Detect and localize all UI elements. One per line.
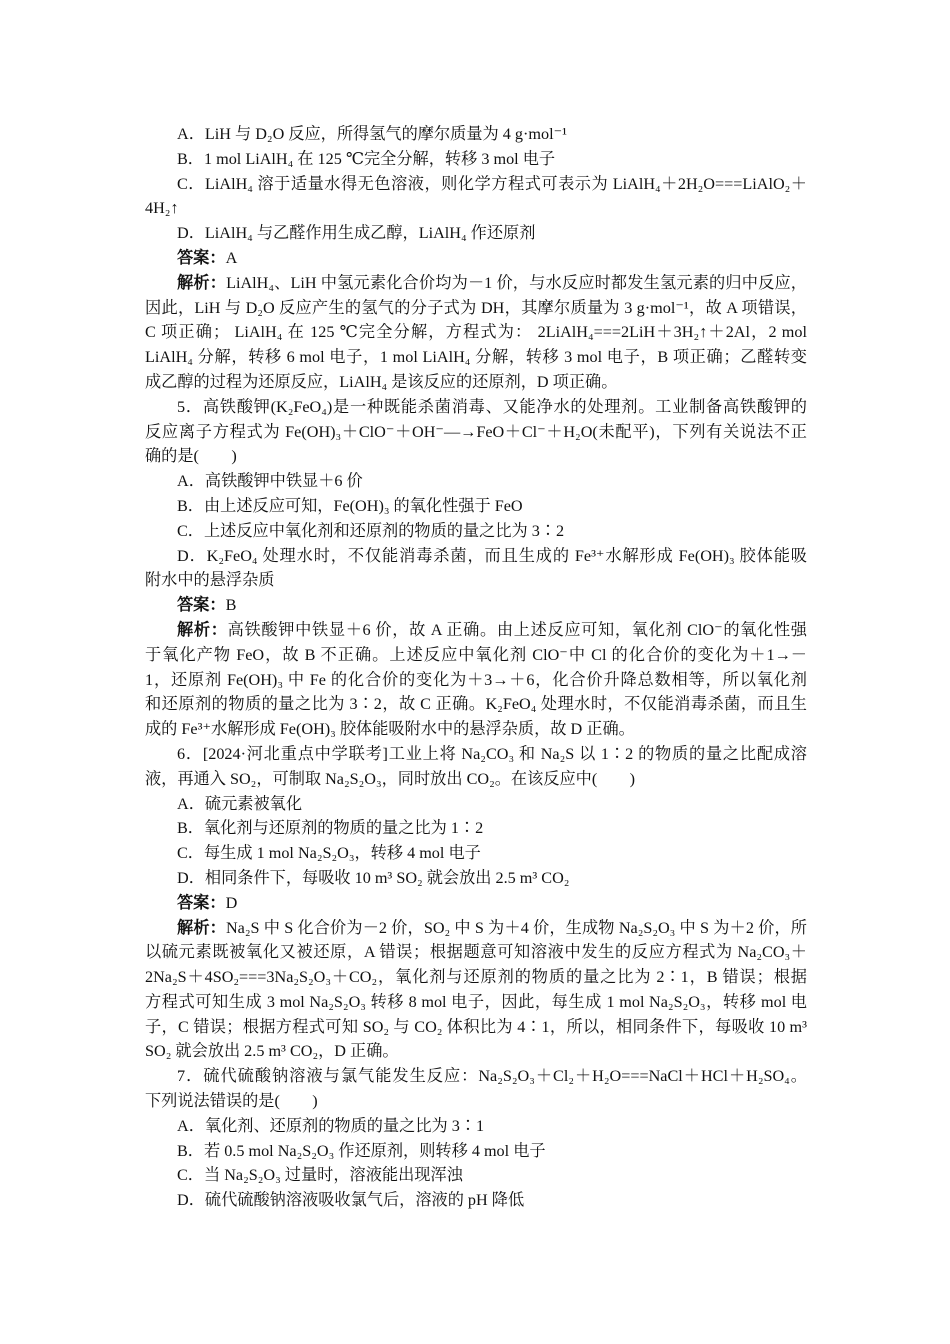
q6-answer (145, 891, 807, 916)
q7-stem-line1: 7．硫代硫酸钠溶液与氯气能发生反应：Na₂S₂O₃＋Cl₂＋H₂O===NaCl＋HCl＋H₂SO₄。 (177, 1067, 807, 1086)
explanation-label: 解析： (177, 620, 228, 639)
q5-stem-line2: 反应离子方程式为 Fe(OH)₃＋ClO⁻＋OH⁻―→FeO＋Cl⁻＋H₂O(未配平)，下列有关说法不正 (145, 422, 807, 441)
q6-explanation-line1 (145, 916, 807, 941)
q5-option-d-line2: 附水中的悬浮杂质 (145, 571, 275, 590)
q5-stem-line1: 5．高铁酸钾(K₂FeO₄)是一种既能杀菌消毒、又能净水的处理剂。工业制备高铁酸钾的 (177, 397, 807, 416)
q4-explanation-line1 (145, 271, 807, 296)
q5-explanation-line2: 于氧化产物 FeO，故 B 不正确。上述反应中氧化剂 ClO⁻中 Cl 的化合价的变化为＋1→－ (145, 645, 807, 664)
q5-option-a: A．高铁酸钾中铁显＋6 价 (177, 472, 363, 491)
explanation-text: 高铁酸钾中铁显＋6 价，故 A 正确。由上述反应可知，氧化剂 ClO⁻的氧化性强 (227, 620, 807, 639)
q7-option-c: C．当 Na₂S₂O₃ 过量时，溶液能出现浑浊 (177, 1166, 463, 1185)
q4-option-c-line1: C．LiAlH₄ 溶于适量水得无色溶液，则化学方程式可表示为 LiAlH₄＋2H₂O===LiAlO₂＋ (177, 174, 807, 193)
explanation-label: 解析： (177, 918, 226, 937)
q6-explanation-line4: 方程式可知生成 3 mol Na₂S₂O₃ 转移 8 mol 电子，因此，每生成 1 mol Na₂S₂O₃，转移 mol 电 (145, 992, 807, 1011)
q6-option-d: D．相同条件下，每吸收 10 m³ SO₂ 就会放出 2.5 m³ CO₂ (177, 868, 570, 887)
explanation-label: 解析： (177, 273, 227, 292)
explanation-text: Na₂S 中 S 化合价为－2 价，SO₂ 中 S 为＋4 价，生成物 Na₂S₂O₃ 中 S 为＋2 价，所 (225, 918, 807, 937)
q5-answer (145, 593, 807, 618)
q4-option-d: D．LiAlH₄ 与乙醛作用生成乙醇，LiAlH₄ 作还原剂 (177, 224, 536, 243)
q6-option-a: A．硫元素被氧化 (177, 794, 303, 813)
answer-label: 答案： (177, 596, 226, 615)
q6-option-b: B．氧化剂与还原剂的物质的量之比为 1∶2 (177, 819, 484, 838)
answer-label: 答案： (177, 893, 226, 912)
q7-option-d: D．硫代硫酸钠溶液吸收氯气后，溶液的 pH 降低 (177, 1191, 525, 1210)
q4-option-a: A．LiH 与 D₂O 反应，所得氢气的摩尔质量为 4 g·mol⁻¹ (177, 125, 567, 143)
q7-stem-line2: 下列说法错误的是( ) (145, 1092, 318, 1111)
q7-option-a: A．氧化剂、还原剂的物质的量之比为 3∶1 (177, 1116, 485, 1135)
q6-stem-line2: 液，再通入 SO₂，可制取 Na₂S₂O₃，同时放出 CO₂。在该反应中( ) (145, 769, 636, 788)
q5-explanation-line5: 成的 Fe³⁺水解形成 Fe(OH)₃ 胶体能吸附水中的悬浮杂质，故 D 正确。 (145, 720, 635, 739)
explanation-text: LiAlH₄、LiH 中氢元素化合价均为－1 价，与水反应时都发生氢元素的归中反应， (226, 273, 807, 292)
q6-stem-line1: 6．[2024·河北重点中学联考]工业上将 Na₂CO₃ 和 Na₂S 以 1∶2 的物质的量之比配成溶 (177, 744, 807, 763)
q4-explanation-line4: LiAlH₄ 分解，转移 6 mol 电子，1 mol LiAlH₄ 分解，转移 3 mol 电子，B 项正确；乙醛转变 (145, 348, 807, 367)
q5-explanation-line4: 和还原剂的物质的量之比为 3∶2，故 C 正确。K₂FeO₄ 处理水时，不仅能消毒杀菌，而且生 (145, 695, 807, 714)
q4-answer (145, 246, 807, 271)
q6-option-c: C．每生成 1 mol Na₂S₂O₃，转移 4 mol 电子 (177, 844, 481, 863)
q5-explanation-line3: 1，还原剂 Fe(OH)₃ 中 Fe 的化合价的变化为＋3→＋6，化合价升降总数相等，所以氧化剂 (145, 670, 807, 689)
answer-label: 答案： (177, 248, 226, 267)
q5-explanation-line1 (145, 618, 807, 643)
answer-value: D (225, 893, 238, 912)
q5-stem-line3: 确的是( ) (145, 447, 237, 466)
q4-explanation-line2: 因此，LiH 与 D₂O 反应产生的氢气的分子式为 DH，其摩尔质量为 3 g·mol⁻¹，故 A 项错误， (145, 298, 807, 317)
answer-value: B (225, 596, 237, 615)
document-page (145, 122, 807, 1213)
q6-explanation-line2: 以硫元素既被氧化又被还原，A 错误；根据题意可知溶液中发生的反应方程式为 Na₂CO₃＋ (145, 943, 807, 962)
q5-option-c: C．上述反应中氧化剂和还原剂的物质的量之比为 3∶2 (177, 521, 565, 540)
q6-explanation-line5: 子，C 错误；根据方程式可知 SO₂ 与 CO₂ 体积比为 4∶1，所以，相同条件下，每吸收 10 m³ (145, 1017, 807, 1036)
q4-option-c-line2: 4H₂↑ (145, 199, 179, 218)
q4-explanation-line5: 成乙醇的过程为还原反应，LiAlH₄ 是该反应的还原剂，D 项正确。 (145, 372, 618, 391)
q5-option-d-line1: D．K₂FeO₄ 处理水时，不仅能消毒杀菌，而且生成的 Fe³⁺水解形成 Fe(OH)₃ 胶体能吸 (177, 546, 807, 565)
q5-option-b: B．由上述反应可知，Fe(OH)₃ 的氧化性强于 FeO (177, 496, 523, 515)
q4-option-b: B．1 mol LiAlH₄ 在 125 ℃完全分解，转移 3 mol 电子 (177, 149, 556, 168)
q7-option-b: B．若 0.5 mol Na₂S₂O₃ 作还原剂，则转移 4 mol 电子 (177, 1141, 546, 1160)
q6-explanation-line6: SO₂ 就会放出 2.5 m³ CO₂，D 正确。 (145, 1042, 399, 1061)
answer-value: A (225, 248, 238, 267)
q6-explanation-line3: 2Na₂S＋4SO₂===3Na₂S₂O₃＋CO₂，氧化剂与还原剂的物质的量之比为 2∶1，B 错误；根据 (145, 968, 807, 987)
q4-explanation-line3: C 项正确； LiAlH₄ 在 125 ℃完全分解，方程式为： 2LiAlH₄===2LiH＋3H₂↑＋2Al，2 mol (145, 323, 807, 342)
